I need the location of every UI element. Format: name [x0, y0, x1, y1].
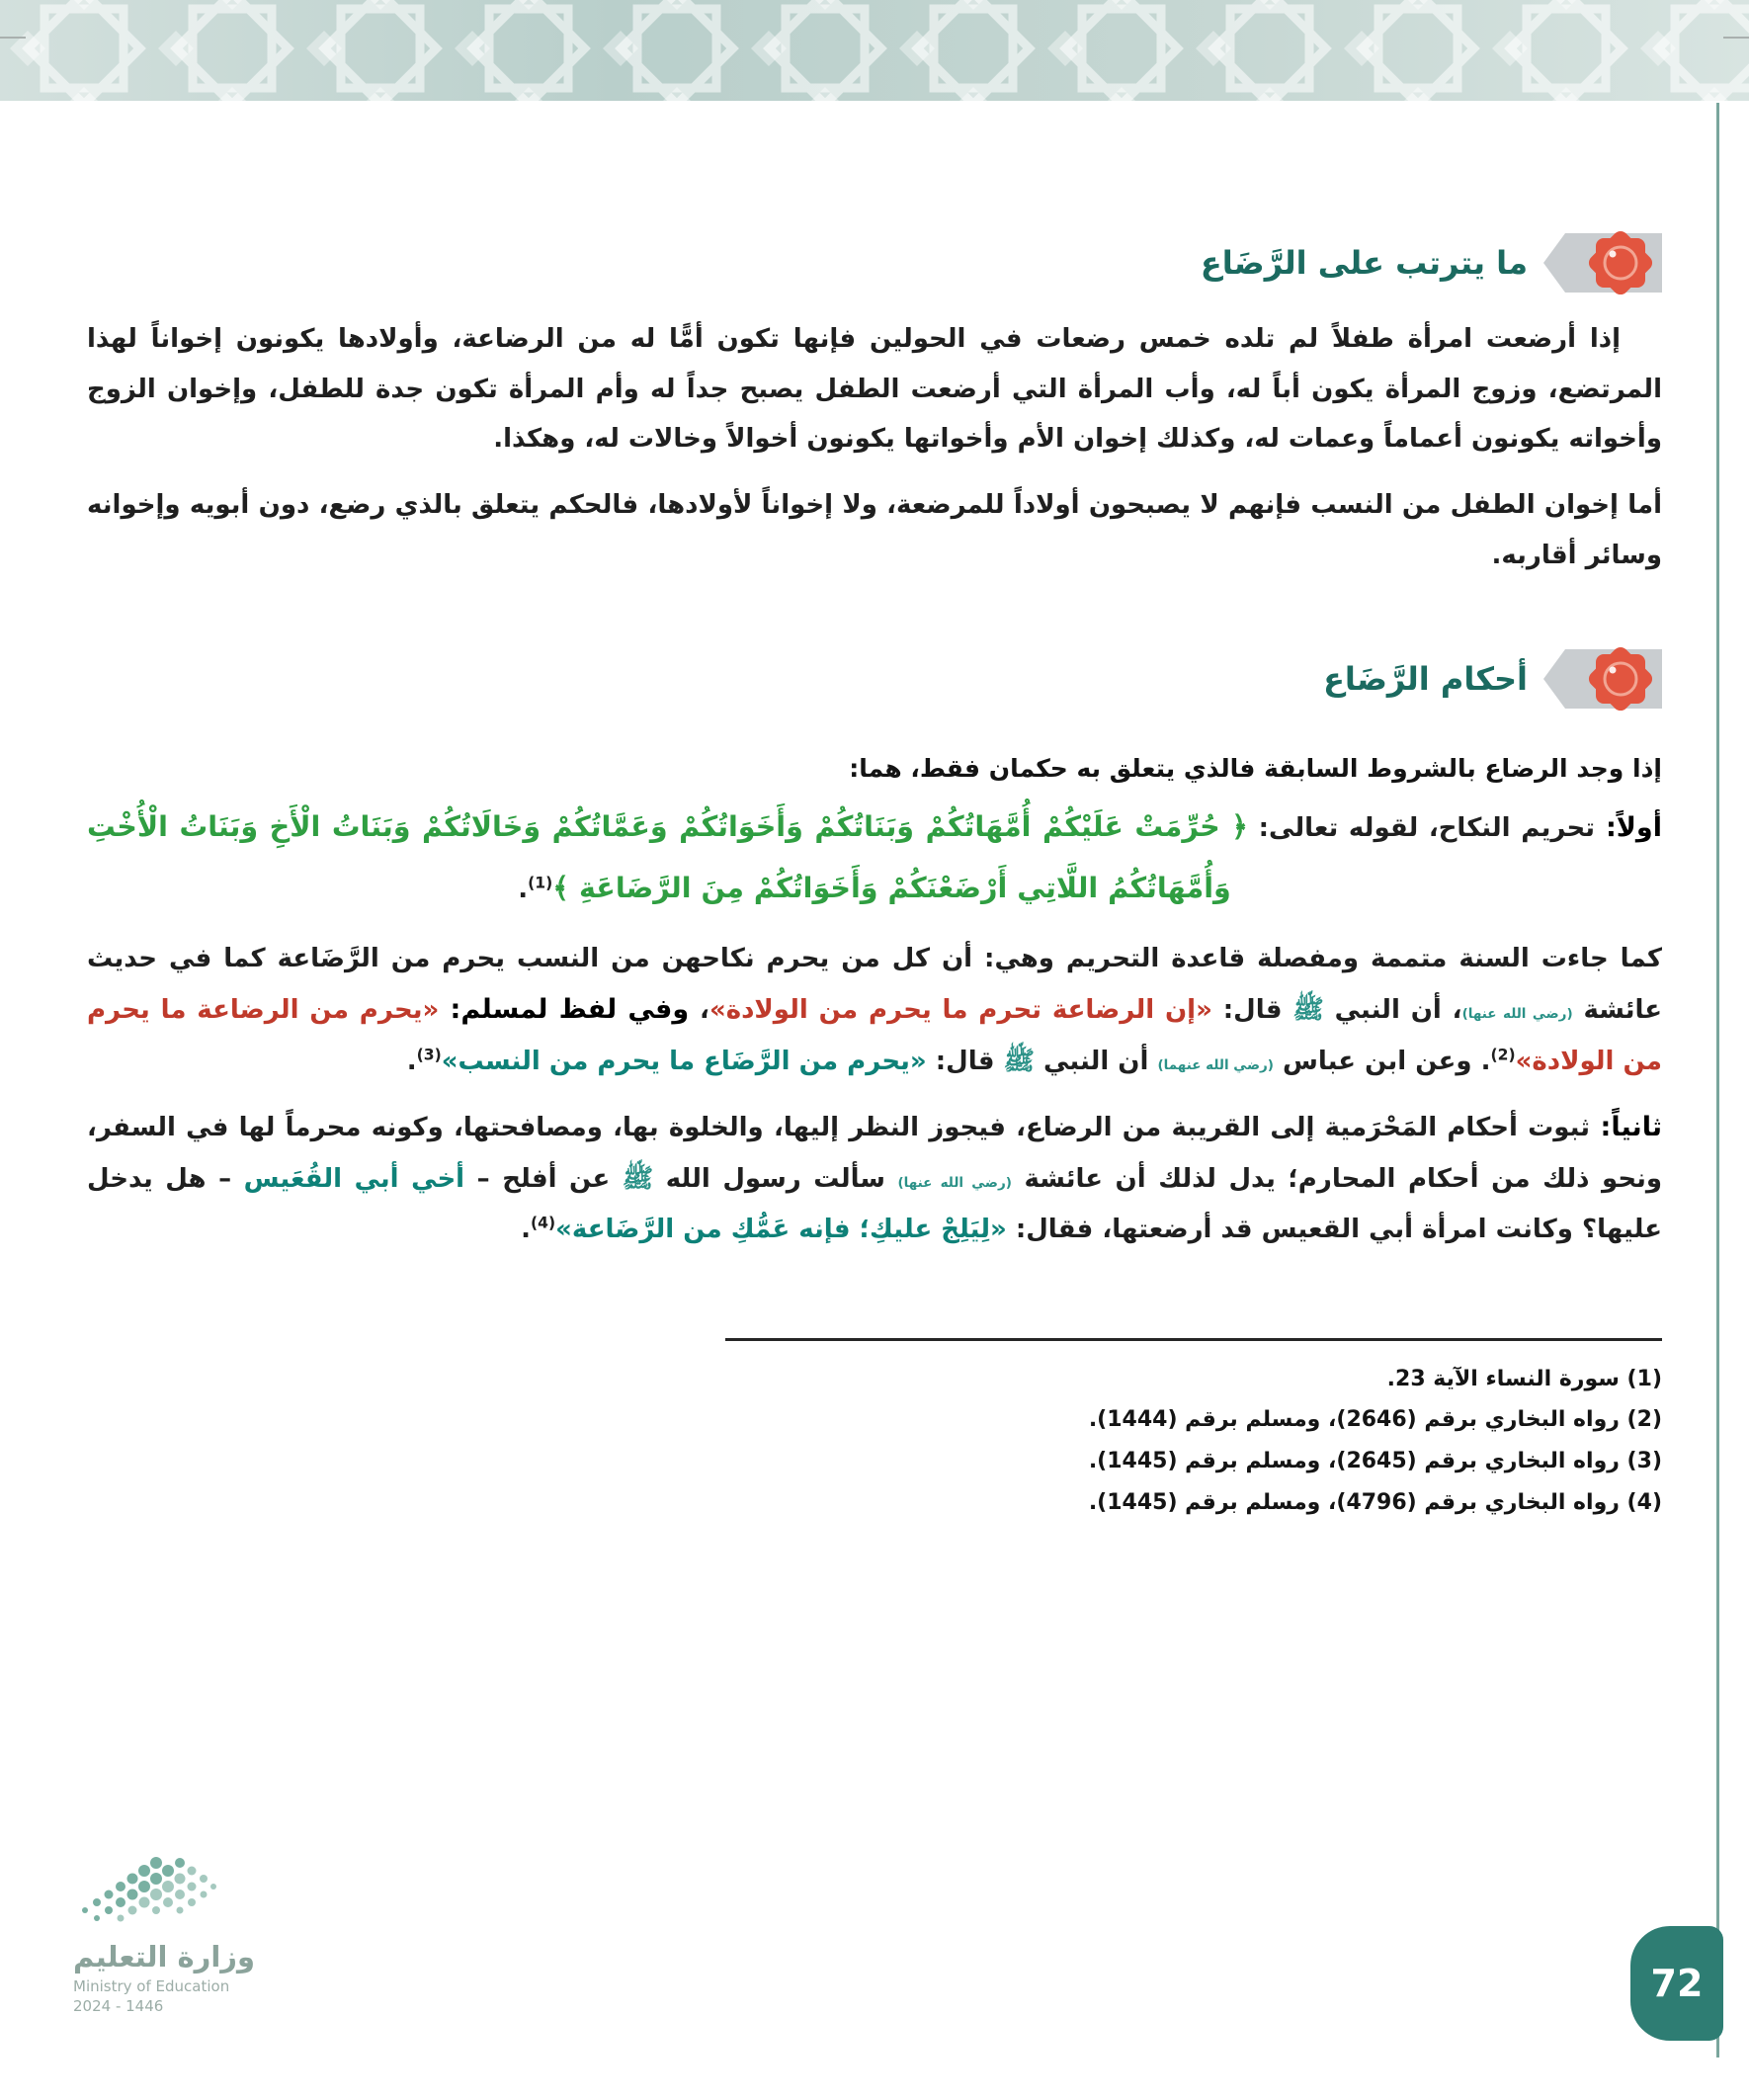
text-segment-sup: (3)	[416, 1046, 442, 1064]
footnotes-divider	[725, 1338, 1662, 1341]
ministry-years: 2024 - 1446	[73, 1997, 164, 2015]
page-number: 72	[1650, 1962, 1704, 2005]
text-segment-normal: ، أن النبي	[1323, 995, 1462, 1026]
text-segment-hon: (رضي الله عنها)	[897, 1175, 1012, 1192]
rada-effects-paragraph-2: أما إخوان الطفل من النسب فإنهم لا يصبحون أولاداً للمرضعة، ولا إخواناً لأولادها، فالحكم يتعلق بالذي رضع، دون أبويه وإخوانه وسائر أقاربه.	[87, 490, 1662, 570]
text-segment-pbuh: ﷺ	[1003, 1046, 1035, 1076]
section-rada-effects-heading-row	[87, 227, 1662, 298]
text-segment-normal: .	[521, 1214, 531, 1244]
ministry-name-english: Ministry of Education	[73, 1977, 230, 1995]
section-star-icon	[1541, 643, 1662, 714]
text-segment-normal: قال:	[1211, 995, 1293, 1026]
text-segment-normal: ثبوت أحكام المَحْرَمية إلى القريبة من الرضاع، فيجوز النظر إليها، والخلوة بها، ومصافحتها، وكونه محرماً لها في السفر، ونحو ذلك من أحكام المحارم؛ يدل لذلك أن عائشة	[87, 1113, 1662, 1195]
footnote-item: (3) رواه البخاري برقم (2645)، ومسلم برقم (1445).	[1088, 1449, 1662, 1474]
text-segment-normal: . وعن ابن عباس	[1273, 1046, 1491, 1076]
page-number-badge	[1630, 1926, 1723, 2041]
text-segment-sup: (4)	[531, 1214, 556, 1232]
first-ruling-paragraph	[87, 797, 1662, 918]
sunnah-evidence-paragraph	[87, 934, 1662, 1086]
text-segment-red: «إن الرضاعة تحرم ما يحرم من الولادة»	[708, 995, 1212, 1026]
text-segment-sup: (2)	[1490, 1046, 1516, 1064]
text-segment-pbuh: ﷺ	[1292, 995, 1324, 1026]
rada-effects-title: ما يترتب على الرَّضَاع	[1200, 244, 1528, 282]
rada-rulings-title: أحكام الرَّضَاع	[1323, 660, 1528, 699]
text-segment-teal: «يحرم من الرَّضَاع ما يحرم من النسب»	[441, 1046, 927, 1076]
ministry-logo	[73, 1849, 310, 2015]
text-segment-normal: – هل يدخل عليها؟ وكانت امرأة أبي القعيس قد أرضعتها، فقال:	[87, 1164, 1662, 1244]
text-segment-teal: «لِيَلِجْ عليكِ؛ فإنه عَمُّكِ من الرَّضَاعة»	[555, 1214, 1007, 1244]
text-segment-normal: أن النبي	[1035, 1046, 1158, 1076]
page-content	[0, 101, 1749, 1524]
text-segment-hon: (رضي الله عنها)	[1461, 1006, 1573, 1023]
text-segment-normal: سألت رسول الله	[653, 1164, 898, 1195]
text-segment-teal: أخي أبي القُعَيس	[243, 1164, 465, 1195]
rada-effects-paragraph-1: إذا أرضعت امرأة طفلاً لم تلده خمس رضعات في الحولين فإنها تكون أمًّا له من الرضاعة، وأولادها يكونون إخواناً لهذا المرتضع، وزوج المرأة يكون أباً له، وأب المرأة التي أرضعت الطفل يصبح جداً له وأم المرأة تكون جدة للطفل، وإخوان الزوج وأخواته يكونون أعماماً وعمات له، وكذلك إخوان الأم وأخواتها يكونون أخوالاً وخالات له، وهكذا.	[87, 324, 1662, 455]
section-rada-rulings-heading-row	[87, 643, 1662, 714]
footnotes-list	[87, 1359, 1662, 1524]
section-star-icon	[1541, 227, 1662, 298]
text-segment-normal: قال:	[926, 1046, 1004, 1076]
crop-mark-right	[1723, 37, 1749, 39]
footnote-item: (4) رواه البخاري برقم (4796)، ومسلم برقم (1445).	[1088, 1489, 1662, 1515]
text-segment-hon: (رضي الله عنهما)	[1157, 1056, 1274, 1073]
text-segment-normal: عن أفلح –	[464, 1164, 623, 1195]
header-pattern-band	[0, 0, 1749, 101]
text-segment-pbuh: ﷺ	[622, 1164, 654, 1195]
ministry-logo-dots-icon	[73, 1849, 231, 1934]
text-segment-label: أولاً:	[1595, 812, 1662, 844]
ministry-name-arabic: وزارة التعليم	[73, 1940, 256, 1974]
text-segment-normal: ،	[689, 995, 709, 1026]
text-segment-normal: .	[518, 874, 529, 904]
text-segment-verse: ﴿ حُرِّمَتْ عَلَيْكُمْ أُمَّهَاتُكُمْ وَبَنَاتُكُمْ وَأَخَوَاتُكُمْ وَعَمَّاتُكُمْ وَخَالَاتُكُمْ وَبَنَاتُ الْأَخِ وَبَنَاتُ الْأُخْتِ وَأُمَّهَاتُكُمُ اللَّاتِي أَرْضَعْنَكُمْ وَأَخَوَاتُكُمْ مِنَ الرَّضَاعَةِ ﴾	[87, 809, 1249, 904]
footnote-item: (2) رواه البخاري برقم (2646)، ومسلم برقم (1444).	[1088, 1407, 1662, 1433]
second-ruling-paragraph	[87, 1102, 1662, 1254]
text-segment-red: «يحرم من الرضاعة ما يحرم من الولادة»	[87, 995, 1662, 1076]
text-segment-label: وفي لفظ لمسلم:	[439, 994, 690, 1026]
text-segment-normal: .	[406, 1046, 417, 1076]
crop-mark-left	[0, 37, 26, 39]
islamic-pattern-icon	[0, 0, 1749, 101]
text-segment-sup: (1)	[528, 874, 553, 892]
rulings-intro-text: إذا وجد الرضاع بالشروط السابقة فالذي يتعلق به حكمان فقط، هما:	[849, 754, 1662, 784]
text-segment-label: ثانياً:	[1589, 1112, 1662, 1143]
footnote-item: (1) سورة النساء الآية 23.	[1386, 1366, 1662, 1391]
text-segment-normal: تحريم النكاح، لقوله تعالى:	[1248, 813, 1596, 844]
text-segment-normal: كما جاءت السنة متممة ومفصلة قاعدة التحريم وهي: أن كل من يحرم نكاحهن من النسب يحرم من الرَّضَاعة كما في حديث عائشة	[87, 944, 1662, 1026]
